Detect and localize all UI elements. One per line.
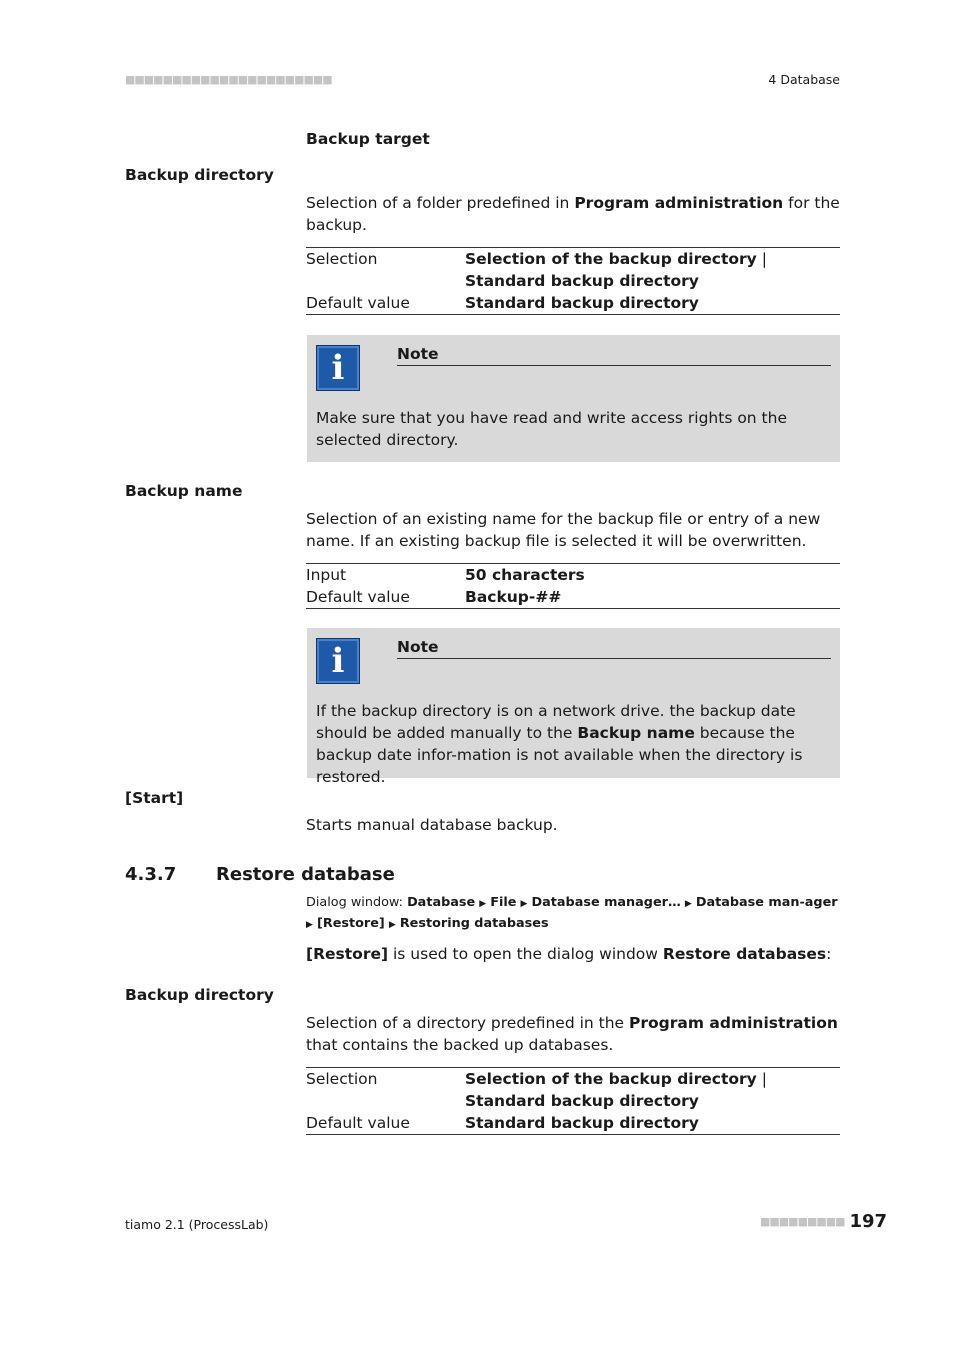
param-label-backup-name: Backup name	[125, 482, 243, 500]
dialog-path: Dialog window: Database ▶ File ▶ Database manager… ▶ Database man-ager ▶ [Restore] ▶ Restoring databases	[306, 895, 838, 931]
param-value: Standard backup directory	[465, 294, 699, 312]
note-title: Note	[397, 343, 831, 366]
param-row-input	[306, 564, 840, 586]
param-key: Default value	[306, 294, 410, 312]
section-number: 4.3.7	[125, 864, 177, 885]
param-value: Backup-##	[465, 588, 562, 606]
param-desc-backup-directory: Selection of a folder predefined in Program administration for the backup.	[306, 194, 840, 234]
header-decoration: ■■■■■■■■■■■■■■■■■■■■■■	[125, 73, 332, 86]
restore-intro: [Restore] is used to open the dialog window Restore databases:	[306, 945, 832, 963]
param-key: Selection	[306, 1070, 378, 1088]
note-text: Make sure that you have read and write access rights on the selected directory.	[316, 409, 787, 449]
footer-product: tiamo 2.1 (ProcessLab)	[125, 1217, 269, 1232]
note-box	[307, 335, 840, 462]
param-table-backup-name	[306, 563, 840, 609]
param-desc-start: Starts manual database backup.	[306, 816, 558, 834]
page-number: 197	[849, 1211, 888, 1232]
param-table-backup-directory	[306, 247, 840, 315]
section-title: Restore database	[216, 864, 395, 885]
param-row-default	[306, 586, 840, 608]
footer-page	[760, 1211, 888, 1233]
param-value: Selection of the backup directory | Standard backup directory	[465, 1070, 767, 1110]
param-desc-backup-name: Selection of an existing name for the backup file or entry of a new name. If an existing backup file is selected it will be overwritten.	[306, 510, 821, 550]
param-key: Default value	[306, 1114, 410, 1132]
param-row-selection	[306, 248, 840, 292]
param-key: Default value	[306, 588, 410, 606]
param-row-default	[306, 1112, 840, 1134]
section-heading-backup-target: Backup target	[306, 130, 430, 148]
note-title: Note	[397, 636, 831, 659]
param-key: Selection	[306, 250, 378, 268]
running-header: 4 Database	[768, 72, 840, 87]
note-text: If the backup directory is on a network drive. the backup date should be added manually to the Backup name because the backup date infor-mation is not available when the directory is restored.	[316, 702, 803, 786]
param-row-selection	[306, 1068, 840, 1112]
param-value: 50 characters	[465, 566, 585, 584]
param-label-backup-directory: Backup directory	[125, 166, 274, 184]
param-label-restore-backup-directory: Backup directory	[125, 986, 274, 1004]
param-table-restore-backup-directory	[306, 1067, 840, 1135]
footer-decoration: ■■■■■■■■■	[760, 1215, 845, 1228]
param-value: Selection of the backup directory | Standard backup directory	[465, 250, 767, 290]
param-label-start: [Start]	[125, 789, 184, 807]
param-desc-restore-backup-directory: Selection of a directory predefined in the Program administration that contains the backed up databases.	[306, 1014, 838, 1054]
info-icon: i	[316, 638, 360, 684]
info-icon: i	[316, 345, 360, 391]
note-box	[307, 628, 840, 786]
param-key: Input	[306, 566, 347, 584]
param-value: Standard backup directory	[465, 1114, 699, 1132]
param-row-default	[306, 292, 840, 314]
